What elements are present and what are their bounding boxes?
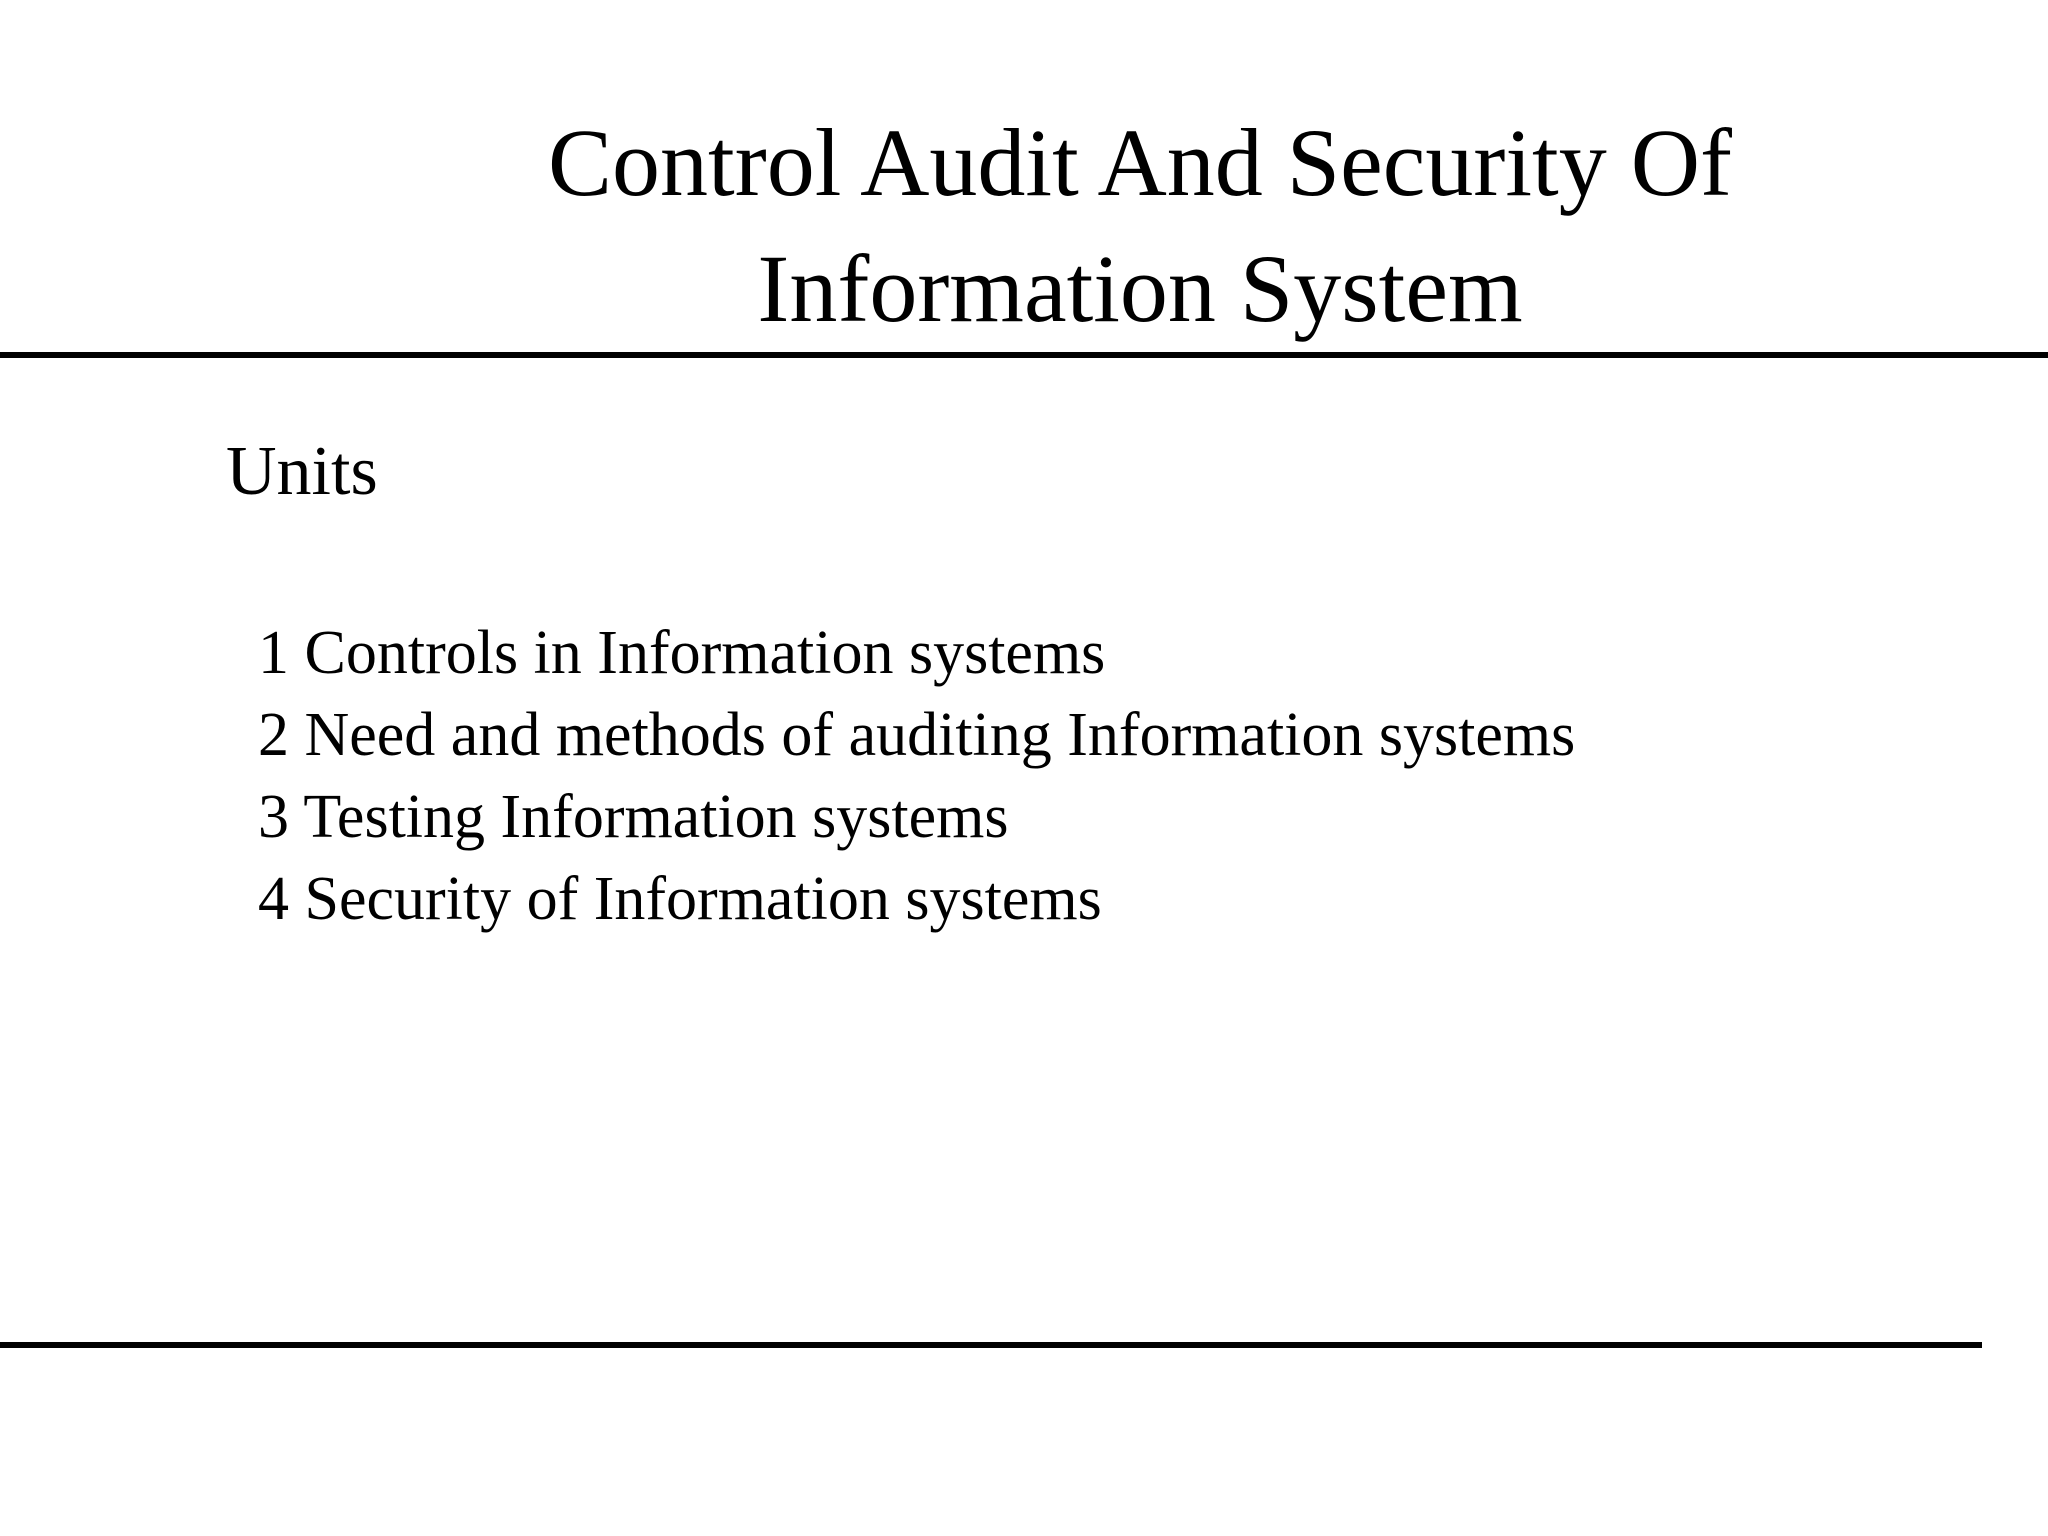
units-heading: Units (226, 433, 378, 510)
slide-title-line-2: Information System (757, 235, 1523, 342)
bottom-divider (0, 1342, 1982, 1348)
unit-item-4: 4 Security of Information systems (258, 865, 1102, 933)
unit-item-3: 3 Testing Information systems (258, 783, 1009, 851)
top-divider (0, 352, 2048, 358)
slide-title (470, 100, 1810, 352)
unit-item-1: 1 Controls in Information systems (258, 619, 1106, 687)
unit-item-2: 2 Need and methods of auditing Information systems (258, 701, 1576, 769)
slide-title-line-1: Control Audit And Security Of (548, 109, 1732, 216)
units-list (258, 612, 1575, 940)
